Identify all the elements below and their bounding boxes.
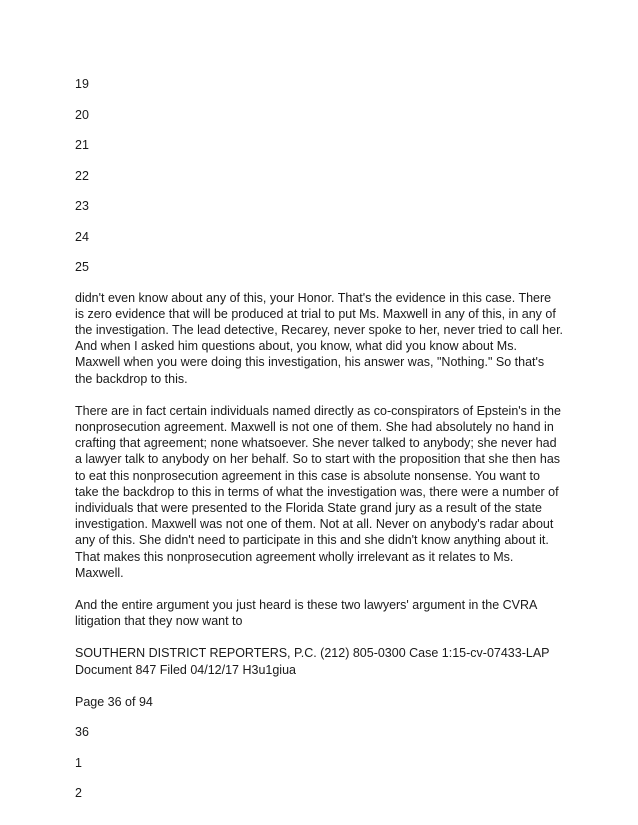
line-number: 21 <box>75 138 89 152</box>
line-number: 20 <box>75 107 89 122</box>
line-number: 25 <box>75 260 89 274</box>
line-number: 2 <box>75 786 82 801</box>
transcript-paragraph: There are in fact certain individuals named directly as co-conspirators of Epstein's in the nonprosecution agreement. Maxwell is not one of them. She had absolutely no hand in crafting that agreement; none whatsoever. She never talked to anybody; she never had a lawyer talk to anybody on her behalf. So to start with the proposition that she then has to eat this nonprosecution agreement in this case is absolute nonsense. You want to take the backdrop to this in terms of what the investigation was, there were a number of individuals that were presented to the Florida State grand jury as a result of the state investigation. Maxwell was not one of them. Not at all. Never on anybody's radar about any of this. She didn't need to participate in this and she didn't know anything about it. That makes this nonprosecution agreement wholly irrelevant as it relates to Ms. Maxwell. <box>75 403 561 580</box>
line-number: 24 <box>75 229 89 244</box>
page-content <box>75 76 563 816</box>
transcript-paragraph: didn't even know about any of this, your Honor. That's the evidence in this case. There is zero evidence that will be produced at trial to put Ms. Maxwell in any of this, in any of the investigation. The lead detective, Recarey, never spoke to her, never tried to call her. And when I asked him questions about, you know, what did you know about Ms. Maxwell when you were doing this investigation, his answer was, "Nothing." So that's the backdrop to this. <box>75 290 564 386</box>
transcript-paragraph: And the entire argument you just heard is these two lawyers' argument in the CVRA litigation that they now want to <box>75 597 537 629</box>
page-number: 36 <box>75 725 89 740</box>
line-number: 23 <box>75 199 89 213</box>
line-number: 19 <box>75 77 89 91</box>
line-number: 1 <box>75 755 82 770</box>
reporter-footer: SOUTHERN DISTRICT REPORTERS, P.C. (212) 805-0300 Case 1:15-cv-07433-LAP Document 847 Filed 04/12/17 H3u1giua <box>75 646 550 677</box>
page-label: Page 36 of 94 <box>75 694 153 709</box>
line-number: 22 <box>75 168 89 183</box>
